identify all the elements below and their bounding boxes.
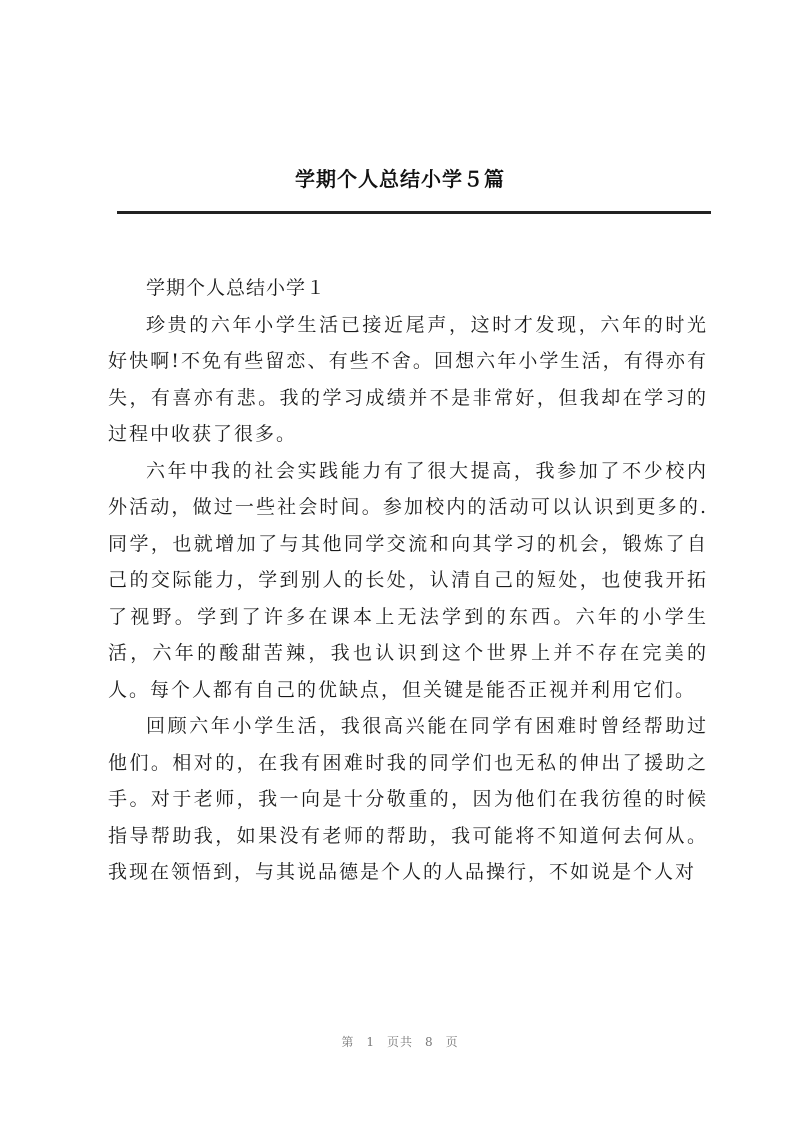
footer-suffix: 页 [445, 1035, 459, 1049]
paragraph-1: 珍贵的六年小学生活已接近尾声，这时才发现，六年的时光好快啊!不免有些留恋、有些不舍。回想六年小学生活，有得亦有失，有喜亦有悲。我的学习成绩并不是非常好，但我却在学习的过程中收获了很多。 [108, 313, 708, 445]
footer-total-pages: 8 [425, 1035, 434, 1049]
paragraph-2: 六年中我的社会实践能力有了很大提高，我参加了不少校内外活动，做过一些社会时间。参加校内的活动可以认识到更多的.同学，也就增加了与其他同学交流和向其学习的机会，锻炼了自己的交际能力，学到别人的长处，认清自己的短处，也使我开拓了视野。学到了许多在课本上无法学到的东西。六年的小学生活，六年的酸甜苦辣，我也认识到这个世界上并不存在完美的人。每个人都有自己的优缺点，但关键是能否正视并利用它们。 [108, 459, 708, 701]
footer-middle: 页共 [386, 1035, 413, 1049]
footer-prefix: 第 [341, 1035, 355, 1049]
title-divider [117, 211, 711, 214]
section-heading: 学期个人总结小学１ [146, 277, 327, 299]
page-footer [0, 1033, 800, 1050]
paragraph-3: 回顾六年小学生活，我很高兴能在同学有困难时曾经帮助过他们。相对的，在我有困难时我的同学们也无私的伸出了援助之手。对于老师，我一向是十分敬重的，因为他们在我彷徨的时候指导帮助我，如果没有老师的帮助，我可能将不知道何去何从。我现在领悟到，与其说品德是个人的人品操行，不如说是个人对 [108, 715, 708, 883]
footer-current-page: 1 [366, 1035, 375, 1049]
document-body [108, 270, 708, 891]
document-title: 学期个人总结小学５篇 [295, 167, 505, 191]
